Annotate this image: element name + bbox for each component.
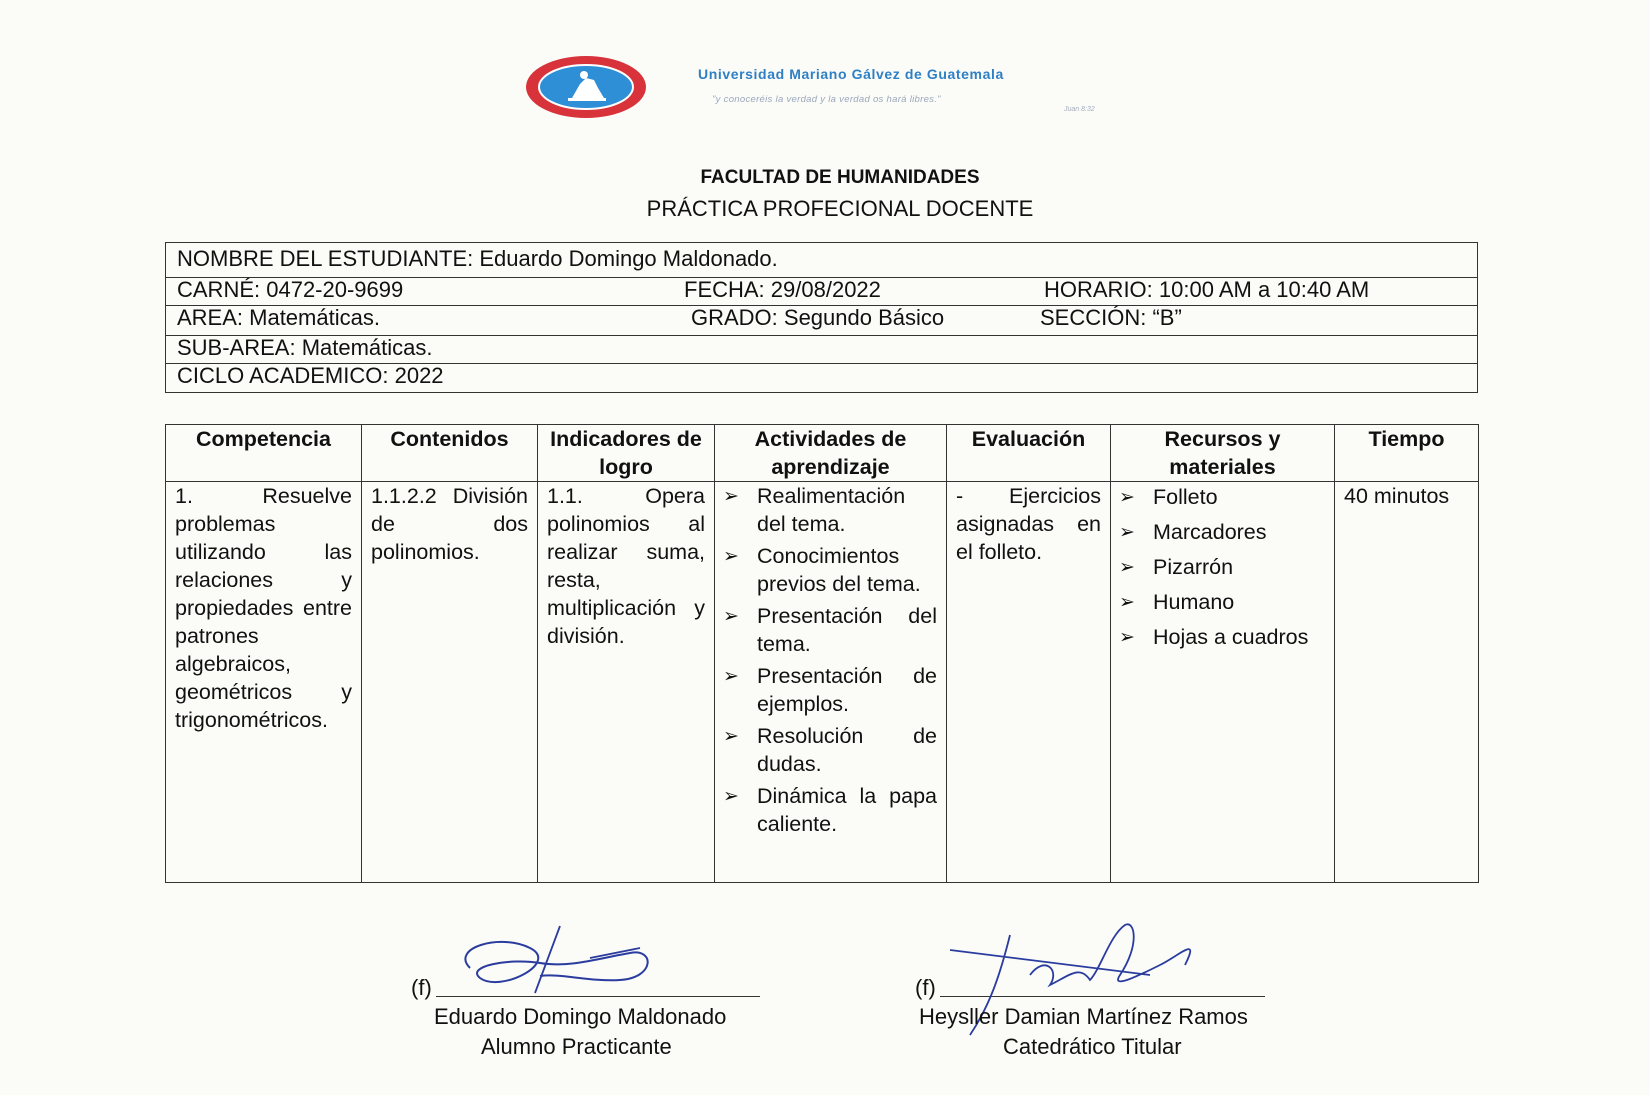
left-handwritten-signature xyxy=(440,918,670,1008)
header-tiempo: Tiempo xyxy=(1335,425,1479,482)
faculty-title: FACULTAD DE HUMANIDADES xyxy=(700,167,980,188)
cell-indicadores: 1.1. Opera polinomios al realizar suma, resta, multiplicación y división. xyxy=(538,482,715,883)
cell-contenidos: 1.1.2.2 División de dos polinomios. xyxy=(362,482,538,883)
class-schedule: HORARIO: 10:00 AM a 10:40 AM xyxy=(1044,277,1370,302)
student-name: NOMBRE DEL ESTUDIANTE: Eduardo Domingo Maldonado. xyxy=(177,246,778,271)
grade-level: GRADO: Segundo Básico xyxy=(691,305,945,330)
university-seal-logo xyxy=(524,54,648,120)
sub-area: SUB-AREA: Matemáticas. xyxy=(177,335,433,360)
list-item: ➢ Folleto xyxy=(1115,482,1325,513)
student-info-box xyxy=(165,242,1478,393)
academic-cycle: CICLO ACADEMICO: 2022 xyxy=(177,363,444,388)
list-item: ➢ Realimentación del tema. xyxy=(719,482,937,538)
info-row-carne xyxy=(166,277,1477,306)
right-signer-name: Heysller Damian Martínez Ramos xyxy=(919,1004,1248,1029)
info-row-ciclo xyxy=(166,363,1477,392)
university-name: Universidad Mariano Gálvez de Guatemala xyxy=(698,66,1004,82)
practice-title: PRÁCTICA PROFECIONAL DOCENTE xyxy=(646,196,1034,221)
table-row xyxy=(166,482,1479,883)
list-item: ➢ Marcadores xyxy=(1115,517,1325,548)
cell-competencia: 1. Resuelve problemas utilizando las relaciones y propiedades entre patrones algebraicos, geométricos y trigonométricos. xyxy=(166,482,362,883)
left-signature-prefix: (f) xyxy=(411,975,432,1000)
header-evaluacion: Evaluación xyxy=(947,425,1111,482)
motto-reference: Juan 8:32 xyxy=(1064,106,1095,113)
list-item: ➢ Presentación de ejemplos. xyxy=(719,662,937,718)
university-motto: "y conoceréis la verdad y la verdad os hará libres." xyxy=(712,94,941,105)
activities-list xyxy=(719,482,937,838)
right-signer-role: Catedrático Titular xyxy=(1003,1034,1182,1059)
header-contenidos: Contenidos xyxy=(362,425,538,482)
info-row-subarea xyxy=(166,335,1477,364)
list-item: ➢ Resolución de dudas. xyxy=(719,722,937,778)
header-actividades: Actividades de aprendizaje xyxy=(715,425,947,482)
list-item: ➢ Dinámica la papa caliente. xyxy=(719,782,937,838)
list-item: ➢ Hojas a cuadros xyxy=(1115,622,1325,653)
resources-list xyxy=(1115,482,1325,653)
cell-evaluacion: - Ejercicios asignadas en el folleto. xyxy=(947,482,1111,883)
list-item: ➢ Pizarrón xyxy=(1115,552,1325,583)
right-signature-prefix: (f) xyxy=(915,975,936,1000)
list-item: ➢ Presentación del tema. xyxy=(719,602,937,658)
cell-actividades xyxy=(715,482,947,883)
class-date: FECHA: 29/08/2022 xyxy=(684,277,881,302)
table-header-row xyxy=(166,425,1479,482)
cell-tiempo: 40 minutos xyxy=(1335,482,1479,883)
info-row-area xyxy=(166,305,1477,336)
header-recursos: Recursos y materiales xyxy=(1111,425,1335,482)
subject-area: AREA: Matemáticas. xyxy=(177,305,380,330)
info-row-name xyxy=(166,243,1477,278)
student-carne: CARNÉ: 0472-20-9699 xyxy=(177,277,404,302)
left-signer-role: Alumno Practicante xyxy=(481,1034,672,1059)
left-signer-name: Eduardo Domingo Maldonado xyxy=(434,1004,727,1029)
class-section: SECCIÓN: “B” xyxy=(1040,305,1182,330)
list-item: ➢ Conocimientos previos del tema. xyxy=(719,542,937,598)
cell-recursos xyxy=(1111,482,1335,883)
list-item: ➢ Humano xyxy=(1115,587,1325,618)
lesson-plan-table xyxy=(165,424,1479,883)
header-indicadores: Indicadores de logro xyxy=(538,425,715,482)
header-competencia: Competencia xyxy=(166,425,362,482)
